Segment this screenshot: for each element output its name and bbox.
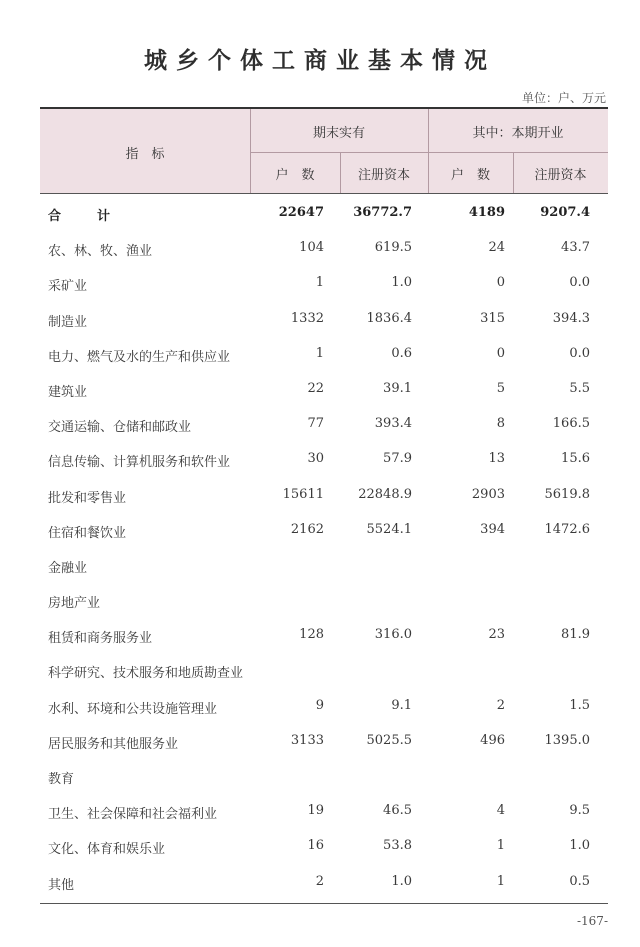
table-row (40, 794, 608, 829)
row-label: 住宿和餐饮业 (48, 525, 127, 541)
table-row (40, 759, 608, 794)
cell-capital: 1.0 (391, 873, 412, 889)
row-label: 农、林、牧、渔业 (48, 244, 153, 260)
cell-new-capital: 166.5 (552, 416, 590, 432)
header-bottom-rule (40, 193, 608, 194)
page-number: -167- (576, 914, 608, 928)
table-row (40, 513, 608, 548)
header-households: 户 数 (275, 168, 315, 183)
cell-households: 104 (299, 240, 324, 256)
cell-new-households: 2 (496, 697, 505, 713)
cell-new-households: 13 (488, 451, 505, 467)
cell-capital: 619.5 (374, 240, 412, 256)
header-group-end-of-period: 期末实有 (312, 126, 365, 141)
row-label: 制造业 (48, 314, 88, 330)
cell-capital: 393.4 (374, 416, 412, 432)
table-row (40, 865, 608, 900)
cell-new-capital: 5.5 (569, 380, 590, 396)
table-header (40, 109, 608, 193)
cell-households: 22 (307, 380, 324, 396)
cell-households: 77 (307, 416, 324, 432)
cell-households: 2162 (290, 521, 324, 537)
row-label: 金融业 (48, 560, 88, 576)
row-label: 电力、燃气及水的生产和供应业 (48, 349, 231, 365)
cell-new-households: 0 (496, 275, 505, 291)
row-label: 信息传输、计算机服务和软件业 (48, 455, 231, 471)
header-capital: 注册资本 (534, 168, 587, 183)
cell-capital: 1.0 (391, 275, 412, 291)
cell-households: 128 (299, 627, 324, 643)
header-indicator: 指 标 (125, 147, 165, 162)
cell-households: 15611 (282, 486, 324, 502)
cell-new-capital: 5619.8 (544, 486, 590, 502)
header-capital: 注册资本 (357, 168, 410, 183)
cell-new-households: 1 (496, 873, 505, 889)
cell-new-capital: 0.0 (569, 345, 590, 361)
row-label: 文化、体育和娱乐业 (48, 842, 166, 858)
cell-new-capital: 9.5 (569, 803, 590, 819)
row-label: 建筑业 (48, 384, 88, 400)
row-label: 教育 (48, 772, 75, 787)
cell-new-households: 1 (496, 838, 505, 854)
row-label: 批发和零售业 (48, 490, 127, 506)
cell-households: 3133 (290, 732, 324, 748)
row-label: 居民服务和其他服务业 (48, 736, 179, 752)
table-row (40, 372, 608, 407)
cell-new-households: 5 (496, 380, 505, 396)
cell-households: 9 (315, 697, 324, 713)
row-label: 合计 (48, 209, 147, 224)
cell-capital: 316.0 (374, 627, 412, 643)
cell-capital: 5524.1 (366, 521, 412, 537)
header-group-new-opened: 其中：本期开业 (472, 126, 564, 141)
table-row (40, 829, 608, 864)
cell-new-households: 394 (480, 521, 505, 537)
row-label: 交通运输、仓储和邮政业 (48, 420, 192, 436)
cell-new-households: 24 (488, 240, 505, 256)
cell-capital: 5025.5 (366, 732, 412, 748)
cell-capital: 46.5 (383, 803, 412, 819)
cell-capital: 0.6 (391, 345, 412, 361)
cell-new-capital: 1472.6 (544, 521, 590, 537)
cell-new-households: 2903 (471, 486, 505, 502)
cell-new-households: 4 (496, 803, 505, 819)
table-row (40, 266, 608, 301)
cell-capital: 57.9 (383, 451, 412, 467)
cell-households: 2 (315, 873, 324, 889)
table-row (40, 196, 608, 231)
table-row (40, 337, 608, 372)
cell-new-capital: 1.5 (569, 697, 590, 713)
table-bottom-rule (40, 903, 608, 904)
table-row (40, 302, 608, 337)
table-row (40, 653, 608, 688)
cell-new-capital: 0.0 (569, 275, 590, 291)
row-label: 卫生、社会保障和社会福利业 (48, 807, 218, 823)
cell-capital: 53.8 (383, 838, 412, 854)
cell-new-households: 315 (480, 310, 505, 326)
table-row (40, 231, 608, 266)
cell-households: 16 (307, 838, 324, 854)
cell-households: 1332 (290, 310, 324, 326)
table-row (40, 407, 608, 442)
header-divider (250, 152, 608, 153)
cell-new-capital: 43.7 (561, 240, 590, 256)
unit-note: 单位：户、万元 (521, 91, 606, 105)
cell-new-capital: 0.5 (569, 873, 590, 889)
cell-new-capital: 1395.0 (544, 732, 590, 748)
cell-new-capital: 394.3 (552, 310, 590, 326)
cell-households: 1 (315, 345, 324, 361)
cell-new-capital: 1.0 (569, 838, 590, 854)
cell-households: 30 (307, 451, 324, 467)
table-row (40, 548, 608, 583)
row-label: 其他 (48, 877, 75, 893)
row-label: 水利、环境和公共设施管理业 (48, 701, 218, 717)
cell-new-households: 0 (496, 345, 505, 361)
cell-capital: 36772.7 (353, 205, 412, 220)
cell-capital: 1836.4 (366, 310, 412, 326)
row-label: 采矿业 (48, 279, 88, 295)
cell-households: 19 (307, 803, 324, 819)
cell-capital: 39.1 (383, 380, 412, 396)
table-row (40, 442, 608, 477)
cell-capital: 9.1 (391, 697, 412, 713)
table-row (40, 478, 608, 513)
cell-households: 22647 (278, 205, 324, 220)
table-row (40, 618, 608, 653)
cell-capital: 22848.9 (358, 486, 412, 502)
cell-households: 1 (315, 275, 324, 291)
table-row (40, 583, 608, 618)
row-label: 科学研究、技术服务和地质勘查业 (48, 666, 244, 682)
page-title: 城乡个体工商业基本情况 (144, 47, 496, 74)
header-households: 户 数 (450, 168, 490, 183)
table-row (40, 689, 608, 724)
cell-new-households: 496 (480, 732, 505, 748)
cell-new-capital: 9207.4 (540, 205, 590, 220)
table-row (40, 724, 608, 759)
cell-new-households: 8 (496, 416, 505, 432)
table-body (40, 196, 608, 900)
cell-new-households: 4189 (468, 205, 505, 220)
row-label: 租赁和商务服务业 (48, 631, 153, 647)
row-label: 房地产业 (48, 596, 101, 612)
cell-new-capital: 15.6 (561, 451, 590, 467)
cell-new-capital: 81.9 (561, 627, 590, 643)
cell-new-households: 23 (488, 627, 505, 643)
